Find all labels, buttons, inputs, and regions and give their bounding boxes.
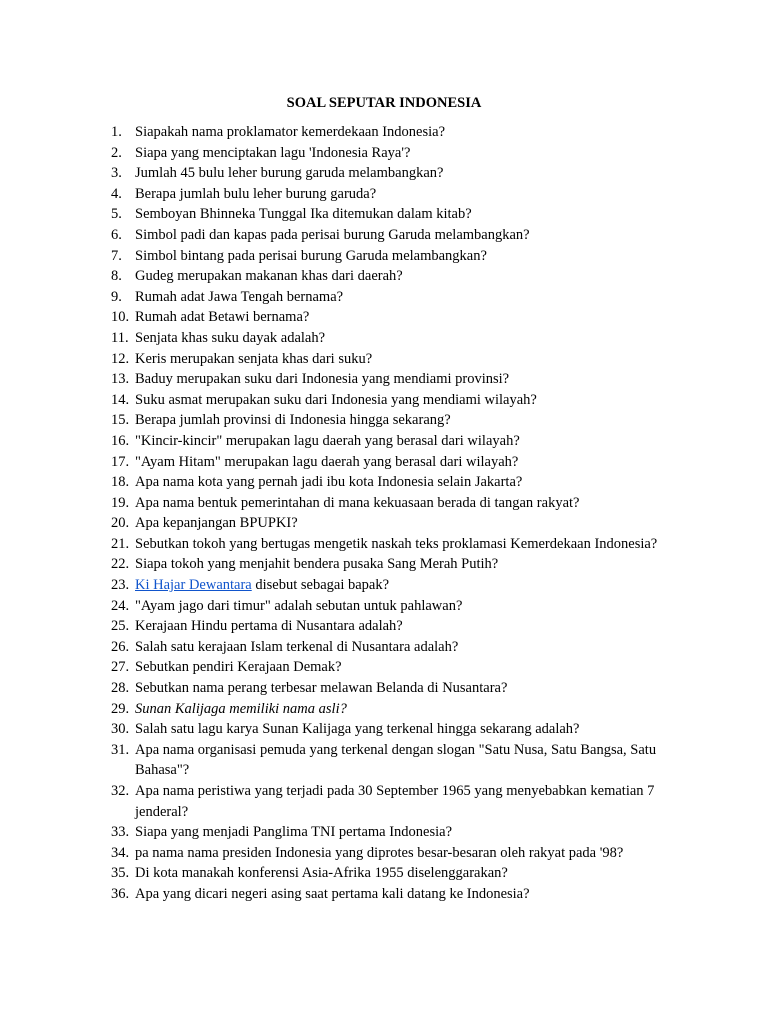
question-number: 7. — [111, 247, 122, 264]
question-number: 18. — [111, 474, 130, 491]
question-text: Senjata khas suku dayak adalah? — [135, 329, 326, 346]
question-number: 16. — [111, 432, 130, 449]
question-text: Keris merupakan senjata khas dari suku? — [135, 350, 373, 367]
question-text: Jumlah 45 bulu leher burung garuda melambangkan? — [135, 165, 444, 182]
question-item — [111, 719, 691, 740]
question-number: 36. — [111, 885, 130, 902]
question-number: 10. — [111, 309, 130, 326]
question-text: Kerajaan Hindu pertama di Nusantara adalah? — [135, 618, 403, 635]
question-text: Sunan Kalijaga memiliki nama asli? — [135, 700, 347, 717]
question-text: Sebutkan tokoh yang bertugas mengetik naskah teks proklamasi Kemerdekaan Indonesia? — [135, 535, 658, 552]
question-item — [111, 863, 691, 884]
question-text: Siapa yang menjadi Panglima TNI pertama Indonesia? — [135, 824, 453, 841]
question-item — [111, 575, 691, 596]
question-number: 14. — [111, 391, 130, 408]
question-text — [135, 575, 691, 596]
question-number: 19. — [111, 494, 130, 511]
question-item — [111, 410, 691, 431]
question-number: 6. — [111, 226, 122, 243]
question-item — [111, 349, 691, 370]
question-item — [111, 287, 691, 308]
question-item — [111, 246, 691, 267]
question-text: Siapakah nama proklamator kemerdekaan Indonesia? — [135, 124, 446, 140]
question-text: Apa nama organisasi pemuda yang terkenal dengan slogan "Satu Nusa, Satu Bangsa, Satu Bahasa"? — [135, 741, 657, 779]
question-item — [111, 472, 691, 493]
question-number: 27. — [111, 659, 130, 676]
question-item — [111, 452, 691, 473]
question-text: Di kota manakah konferensi Asia-Afrika 1955 diselenggarakan? — [135, 865, 508, 882]
question-item — [111, 307, 691, 328]
question-text: Salah satu kerajaan Islam terkenal di Nusantara adalah? — [135, 638, 459, 655]
question-item — [111, 843, 691, 864]
question-number: 23. — [111, 577, 130, 594]
question-number: 35. — [111, 865, 130, 882]
question-item — [111, 431, 691, 452]
question-text: Apa nama peristiwa yang terjadi pada 30 September 1965 yang menyebabkan kematian 7 jenderal? — [135, 783, 655, 820]
question-text: Siapa yang menciptakan lagu 'Indonesia Raya'? — [135, 144, 411, 161]
question-number: 20. — [111, 515, 130, 532]
question-item — [111, 534, 691, 555]
question-text: Semboyan Bhinneka Tunggal Ika ditemukan dalam kitab? — [135, 206, 472, 223]
question-item — [111, 554, 691, 575]
question-number: 13. — [111, 371, 130, 388]
question-text: Siapa tokoh yang menjahit bendera pusaka Sang Merah Putih? — [135, 556, 499, 573]
question-item — [111, 884, 691, 905]
question-text: Gudeg merupakan makanan khas dari daerah? — [135, 268, 403, 285]
question-number: 5. — [111, 206, 122, 223]
question-item — [111, 616, 691, 637]
question-number: 22. — [111, 556, 130, 573]
question-text: Sebutkan pendiri Kerajaan Demak? — [135, 659, 342, 676]
question-item — [111, 596, 691, 617]
question-text: "Ayam jago dari timur" adalah sebutan untuk pahlawan? — [135, 597, 463, 614]
question-item — [111, 184, 691, 205]
question-number: 33. — [111, 824, 130, 841]
question-item — [111, 204, 691, 225]
question-item — [111, 740, 691, 781]
question-text: Apa kepanjangan BPUPKI? — [135, 515, 298, 532]
question-text: pa nama nama presiden Indonesia yang diprotes besar-besaran oleh rakyat pada '98? — [135, 844, 624, 861]
question-item — [111, 266, 691, 287]
question-item — [111, 657, 691, 678]
question-text: Berapa jumlah provinsi di Indonesia hingga sekarang? — [135, 412, 451, 429]
question-number: 26. — [111, 638, 130, 655]
question-text: Simbol padi dan kapas pada perisai burung Garuda melambangkan? — [135, 226, 530, 243]
question-item — [111, 163, 691, 184]
question-number: 32. — [111, 783, 130, 799]
question-text-rest: disebut sebagai bapak? — [251, 577, 390, 594]
question-text: Salah satu lagu karya Sunan Kalijaga yang terkenal hingga sekarang adalah? — [135, 721, 580, 738]
question-number: 2. — [111, 144, 122, 161]
question-number: 4. — [111, 185, 122, 202]
question-number: 29. — [111, 700, 130, 717]
question-number: 28. — [111, 680, 130, 697]
question-text: Baduy merupakan suku dari Indonesia yang mendiami provinsi? — [135, 371, 510, 388]
document-title: SOAL SEPUTAR INDONESIA — [286, 95, 482, 111]
question-item — [111, 822, 691, 843]
question-text: Rumah adat Betawi bernama? — [135, 309, 310, 326]
question-item — [111, 369, 691, 390]
question-item — [111, 513, 691, 534]
question-number: 25. — [111, 618, 130, 635]
question-text: Rumah adat Jawa Tengah bernama? — [135, 288, 344, 305]
question-text: Berapa jumlah bulu leher burung garuda? — [135, 185, 377, 202]
question-item — [111, 143, 691, 164]
question-link[interactable]: Ki Hajar Dewantara — [135, 577, 252, 594]
question-number: 8. — [111, 268, 122, 285]
question-text: Apa yang dicari negeri asing saat pertama kali datang ke Indonesia? — [135, 885, 530, 902]
question-number: 15. — [111, 412, 130, 429]
question-number: 1. — [111, 124, 122, 140]
question-item — [111, 678, 691, 699]
question-text: "Kincir-kincir" merupakan lagu daerah yang berasal dari wilayah? — [135, 432, 520, 449]
question-item — [111, 328, 691, 349]
question-text: Apa nama kota yang pernah jadi ibu kota Indonesia selain Jakarta? — [135, 474, 523, 491]
question-number: 12. — [111, 350, 130, 367]
question-item — [111, 122, 691, 143]
question-number: 24. — [111, 597, 130, 614]
question-item — [111, 390, 691, 411]
question-list — [111, 122, 691, 905]
question-number: 34. — [111, 844, 130, 861]
question-number: 9. — [111, 288, 122, 305]
question-text: Simbol bintang pada perisai burung Garuda melambangkan? — [135, 247, 487, 264]
question-text: Sebutkan nama perang terbesar melawan Belanda di Nusantara? — [135, 680, 508, 697]
question-text: Suku asmat merupakan suku dari Indonesia yang mendiami wilayah? — [135, 391, 537, 408]
question-number: 30. — [111, 721, 130, 738]
question-number: 11. — [111, 329, 129, 346]
question-number: 21. — [111, 535, 130, 552]
question-item — [111, 225, 691, 246]
question-number: 17. — [111, 453, 130, 470]
question-item — [111, 781, 691, 822]
question-text: Apa nama bentuk pemerintahan di mana kekuasaan berada di tangan rakyat? — [135, 494, 580, 511]
question-number: 3. — [111, 165, 122, 182]
question-item — [111, 493, 691, 514]
question-item — [111, 699, 691, 720]
question-text: "Ayam Hitam" merupakan lagu daerah yang berasal dari wilayah? — [135, 453, 519, 470]
question-number: 31. — [111, 741, 130, 758]
question-item — [111, 637, 691, 658]
